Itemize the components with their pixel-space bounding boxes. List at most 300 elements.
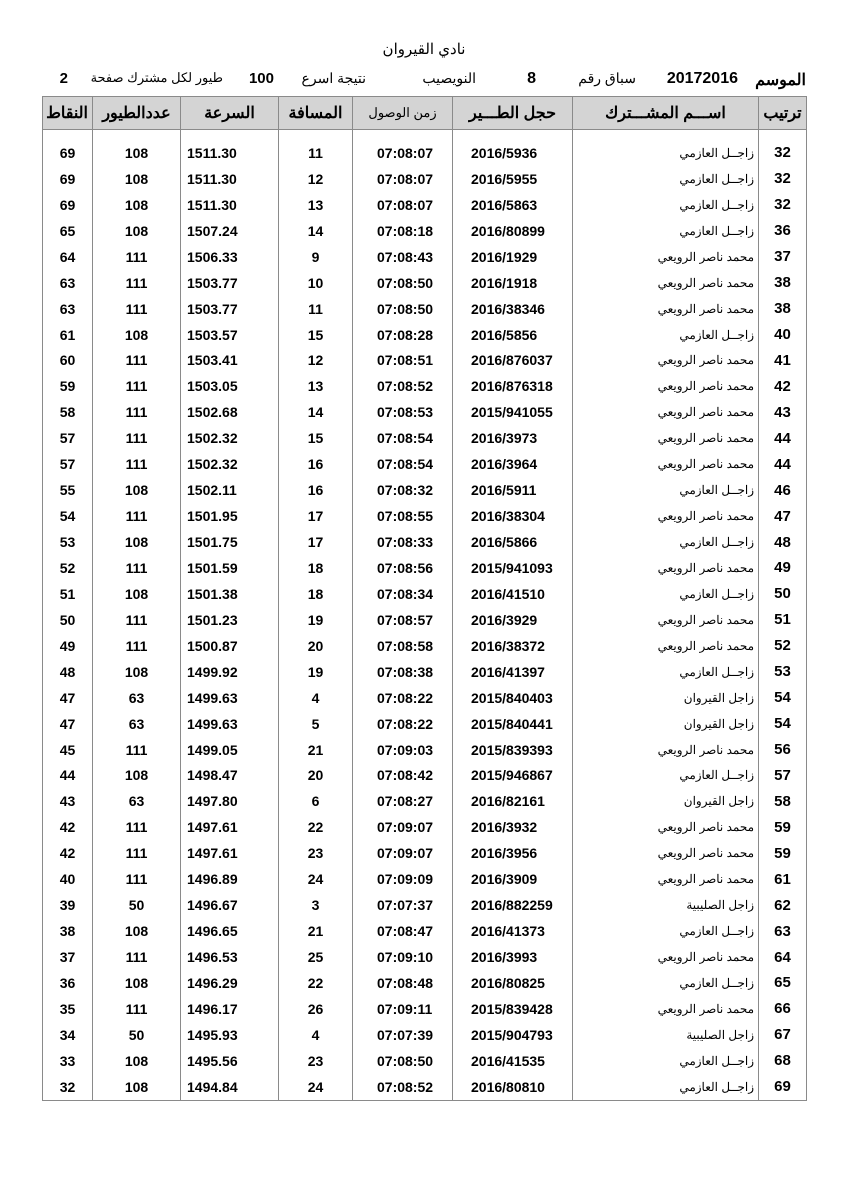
- participant-name-cell: زاجــل العازمي: [573, 918, 759, 944]
- rank-cell: 49: [759, 555, 807, 581]
- points-cell: 37: [43, 944, 93, 970]
- arrival-time-cell: 07:08:07: [353, 140, 453, 166]
- arrival-time-cell: 07:09:11: [353, 996, 453, 1022]
- table-row: [43, 788, 807, 814]
- ring-number-cell: 2015/904793: [453, 1022, 573, 1048]
- table-row: [43, 373, 807, 399]
- page-number: 2: [59, 70, 68, 87]
- speed-cell: 1501.59: [181, 555, 279, 581]
- speed-cell: 1497.61: [181, 814, 279, 840]
- table-row: [43, 581, 807, 607]
- bird-count-cell: 108: [93, 1048, 181, 1074]
- bird-count-cell: 108: [93, 322, 181, 348]
- table-spacer-row: [43, 130, 807, 141]
- table-row: [43, 244, 807, 270]
- participant-name-cell: زاجــل العازمي: [573, 140, 759, 166]
- rank-cell: 69: [759, 1074, 807, 1100]
- distance-cell: 23: [279, 1048, 353, 1074]
- rank-cell: 36: [759, 218, 807, 244]
- ring-number-cell: 2016/41373: [453, 918, 573, 944]
- speed-cell: 1496.89: [181, 866, 279, 892]
- ring-number-cell: 2015/941093: [453, 555, 573, 581]
- points-cell: 53: [43, 529, 93, 555]
- participant-name-cell: زاجــل العازمي: [573, 581, 759, 607]
- points-cell: 40: [43, 866, 93, 892]
- bird-count-cell: 108: [93, 581, 181, 607]
- table-row: [43, 918, 807, 944]
- ring-number-cell: 2016/3929: [453, 607, 573, 633]
- points-cell: 63: [43, 296, 93, 322]
- table-row: [43, 425, 807, 451]
- rank-cell: 44: [759, 425, 807, 451]
- table-row: [43, 737, 807, 763]
- rank-cell: 63: [759, 918, 807, 944]
- distance-cell: 21: [279, 737, 353, 763]
- participant-name-cell: محمد ناصر الرويعي: [573, 296, 759, 322]
- distance-cell: 14: [279, 218, 353, 244]
- points-cell: 57: [43, 451, 93, 477]
- table-row: [43, 555, 807, 581]
- participant-name-cell: زاجــل العازمي: [573, 477, 759, 503]
- speed-cell: 1496.67: [181, 892, 279, 918]
- participant-name-cell: محمد ناصر الرويعي: [573, 633, 759, 659]
- speed-cell: 1503.77: [181, 296, 279, 322]
- points-cell: 35: [43, 996, 93, 1022]
- arrival-time-cell: 07:08:50: [353, 296, 453, 322]
- points-cell: 64: [43, 244, 93, 270]
- rank-cell: 41: [759, 348, 807, 374]
- distance-cell: 16: [279, 451, 353, 477]
- distance-cell: 22: [279, 814, 353, 840]
- distance-cell: 20: [279, 633, 353, 659]
- speed-cell: 1501.95: [181, 503, 279, 529]
- points-cell: 48: [43, 659, 93, 685]
- points-cell: 50: [43, 607, 93, 633]
- bird-count-cell: 108: [93, 970, 181, 996]
- rank-cell: 40: [759, 322, 807, 348]
- table-row: [43, 166, 807, 192]
- participant-name-cell: زاجــل العازمي: [573, 529, 759, 555]
- arrival-time-cell: 07:08:52: [353, 1074, 453, 1100]
- speed-cell: 1501.38: [181, 581, 279, 607]
- table-row: [43, 607, 807, 633]
- distance-cell: 3: [279, 892, 353, 918]
- speed-cell: 1495.93: [181, 1022, 279, 1048]
- points-cell: 49: [43, 633, 93, 659]
- points-cell: 38: [43, 918, 93, 944]
- col-header-arrival-time: زمن الوصول: [353, 97, 453, 130]
- rank-cell: 67: [759, 1022, 807, 1048]
- rank-cell: 54: [759, 711, 807, 737]
- bird-count-cell: 108: [93, 918, 181, 944]
- participant-name-cell: زاجل الصليبية: [573, 1022, 759, 1048]
- distance-cell: 23: [279, 840, 353, 866]
- ring-number-cell: 2015/946867: [453, 763, 573, 789]
- arrival-time-cell: 07:08:58: [353, 633, 453, 659]
- participant-name-cell: محمد ناصر الرويعي: [573, 814, 759, 840]
- ring-number-cell: 2016/3964: [453, 451, 573, 477]
- speed-cell: 1496.53: [181, 944, 279, 970]
- distance-cell: 14: [279, 399, 353, 425]
- speed-cell: 1499.63: [181, 711, 279, 737]
- speed-cell: 1497.61: [181, 840, 279, 866]
- season-label: الموسم: [755, 72, 806, 89]
- rank-cell: 61: [759, 866, 807, 892]
- points-cell: 42: [43, 814, 93, 840]
- bird-count-cell: 108: [93, 477, 181, 503]
- speed-cell: 1503.05: [181, 373, 279, 399]
- speed-cell: 1495.56: [181, 1048, 279, 1074]
- ring-number-cell: 2016/41535: [453, 1048, 573, 1074]
- points-cell: 60: [43, 348, 93, 374]
- speed-cell: 1503.57: [181, 322, 279, 348]
- points-cell: 39: [43, 892, 93, 918]
- arrival-time-cell: 07:09:07: [353, 840, 453, 866]
- participant-name-cell: زاجــل العازمي: [573, 659, 759, 685]
- participant-name-cell: محمد ناصر الرويعي: [573, 503, 759, 529]
- distance-cell: 17: [279, 529, 353, 555]
- rank-cell: 54: [759, 685, 807, 711]
- col-header-points: النقاط: [43, 97, 93, 130]
- arrival-time-cell: 07:08:33: [353, 529, 453, 555]
- points-cell: 51: [43, 581, 93, 607]
- arrival-time-cell: 07:08:42: [353, 763, 453, 789]
- bird-count-cell: 111: [93, 503, 181, 529]
- rank-cell: 32: [759, 192, 807, 218]
- ring-number-cell: 2016/38346: [453, 296, 573, 322]
- speed-cell: 1497.80: [181, 788, 279, 814]
- table-row: [43, 970, 807, 996]
- distance-cell: 11: [279, 296, 353, 322]
- distance-cell: 26: [279, 996, 353, 1022]
- ring-number-cell: 2015/840441: [453, 711, 573, 737]
- arrival-time-cell: 07:09:07: [353, 814, 453, 840]
- participant-name-cell: زاجــل العازمي: [573, 192, 759, 218]
- arrival-time-cell: 07:07:39: [353, 1022, 453, 1048]
- col-header-name: اســـم المشـــترك: [573, 97, 759, 130]
- table-header-row: [43, 97, 807, 130]
- bird-count-cell: 111: [93, 814, 181, 840]
- rank-cell: 64: [759, 944, 807, 970]
- result-label: نتيجة اسرع: [301, 70, 366, 86]
- speed-cell: 1502.32: [181, 425, 279, 451]
- ring-number-cell: 2016/80825: [453, 970, 573, 996]
- distance-cell: 4: [279, 685, 353, 711]
- rank-cell: 59: [759, 840, 807, 866]
- bird-count-cell: 63: [93, 711, 181, 737]
- distance-cell: 15: [279, 322, 353, 348]
- ring-number-cell: 2016/3956: [453, 840, 573, 866]
- season-value: 20172016: [666, 70, 738, 87]
- col-header-speed: السرعة: [181, 97, 279, 130]
- points-cell: 34: [43, 1022, 93, 1048]
- table-row: [43, 1022, 807, 1048]
- participant-name-cell: محمد ناصر الرويعي: [573, 270, 759, 296]
- points-cell: 69: [43, 140, 93, 166]
- participant-name-cell: محمد ناصر الرويعي: [573, 840, 759, 866]
- rank-cell: 62: [759, 892, 807, 918]
- points-cell: 58: [43, 399, 93, 425]
- bird-count-cell: 50: [93, 1022, 181, 1048]
- speed-cell: 1502.32: [181, 451, 279, 477]
- rank-cell: 32: [759, 166, 807, 192]
- table-row: [43, 399, 807, 425]
- distance-cell: 11: [279, 140, 353, 166]
- speed-cell: 1503.77: [181, 270, 279, 296]
- arrival-time-cell: 07:08:51: [353, 348, 453, 374]
- participant-name-cell: زاجــل العازمي: [573, 218, 759, 244]
- bird-count-cell: 111: [93, 607, 181, 633]
- arrival-time-cell: 07:08:07: [353, 166, 453, 192]
- table-row: [43, 996, 807, 1022]
- rank-cell: 50: [759, 581, 807, 607]
- ring-number-cell: 2016/5911: [453, 477, 573, 503]
- arrival-time-cell: 07:08:43: [353, 244, 453, 270]
- distance-cell: 18: [279, 555, 353, 581]
- participant-name-cell: محمد ناصر الرويعي: [573, 399, 759, 425]
- bird-count-cell: 111: [93, 399, 181, 425]
- distance-cell: 25: [279, 944, 353, 970]
- rank-cell: 68: [759, 1048, 807, 1074]
- participant-name-cell: محمد ناصر الرويعي: [573, 244, 759, 270]
- speed-cell: 1498.47: [181, 763, 279, 789]
- speed-cell: 1503.41: [181, 348, 279, 374]
- participant-name-cell: زاجــل العازمي: [573, 166, 759, 192]
- points-cell: 63: [43, 270, 93, 296]
- table-row: [43, 1074, 807, 1100]
- distance-cell: 24: [279, 866, 353, 892]
- distance-cell: 10: [279, 270, 353, 296]
- distance-cell: 16: [279, 477, 353, 503]
- ring-number-cell: 2015/840403: [453, 685, 573, 711]
- distance-cell: 12: [279, 348, 353, 374]
- bird-count-cell: 108: [93, 166, 181, 192]
- bird-count-cell: 111: [93, 270, 181, 296]
- speed-cell: 1499.05: [181, 737, 279, 763]
- ring-number-cell: 2016/876037: [453, 348, 573, 374]
- participant-name-cell: زاجــل العازمي: [573, 322, 759, 348]
- speed-cell: 1496.17: [181, 996, 279, 1022]
- participant-name-cell: محمد ناصر الرويعي: [573, 996, 759, 1022]
- table-row: [43, 944, 807, 970]
- arrival-time-cell: 07:08:56: [353, 555, 453, 581]
- bird-count-cell: 108: [93, 218, 181, 244]
- arrival-time-cell: 07:08:50: [353, 1048, 453, 1074]
- table-row: [43, 840, 807, 866]
- distance-cell: 22: [279, 970, 353, 996]
- birds-per-page-label: طيور لكل مشترك صفحة: [90, 70, 223, 85]
- bird-count-cell: 111: [93, 866, 181, 892]
- points-cell: 61: [43, 322, 93, 348]
- distance-cell: 6: [279, 788, 353, 814]
- ring-number-cell: 2016/3909: [453, 866, 573, 892]
- ring-number-cell: 2016/882259: [453, 892, 573, 918]
- rank-cell: 56: [759, 737, 807, 763]
- distance-cell: 4: [279, 1022, 353, 1048]
- rank-cell: 65: [759, 970, 807, 996]
- race-location: النويصيب: [422, 70, 476, 86]
- table-row: [43, 451, 807, 477]
- distance-cell: 13: [279, 373, 353, 399]
- table-row: [43, 866, 807, 892]
- speed-cell: 1500.87: [181, 633, 279, 659]
- bird-count-cell: 111: [93, 944, 181, 970]
- ring-number-cell: 2016/876318: [453, 373, 573, 399]
- rank-cell: 53: [759, 659, 807, 685]
- distance-cell: 5: [279, 711, 353, 737]
- distance-cell: 13: [279, 192, 353, 218]
- bird-count-cell: 108: [93, 140, 181, 166]
- ring-number-cell: 2016/1929: [453, 244, 573, 270]
- points-cell: 69: [43, 166, 93, 192]
- col-header-ring: حجل الطـــير: [453, 97, 573, 130]
- participant-name-cell: محمد ناصر الرويعي: [573, 607, 759, 633]
- bird-count-cell: 50: [93, 892, 181, 918]
- points-cell: 33: [43, 1048, 93, 1074]
- ring-number-cell: 2016/3932: [453, 814, 573, 840]
- rank-cell: 37: [759, 244, 807, 270]
- speed-cell: 1499.92: [181, 659, 279, 685]
- table-row: [43, 270, 807, 296]
- bird-count-cell: 108: [93, 192, 181, 218]
- arrival-time-cell: 07:08:22: [353, 711, 453, 737]
- speed-cell: 1494.84: [181, 1074, 279, 1100]
- bird-count-cell: 63: [93, 788, 181, 814]
- bird-count-cell: 108: [93, 1074, 181, 1100]
- ring-number-cell: 2016/38372: [453, 633, 573, 659]
- participant-name-cell: محمد ناصر الرويعي: [573, 373, 759, 399]
- bird-count-cell: 111: [93, 244, 181, 270]
- ring-number-cell: 2016/80899: [453, 218, 573, 244]
- rank-cell: 47: [759, 503, 807, 529]
- distance-cell: 19: [279, 607, 353, 633]
- table-row: [43, 685, 807, 711]
- points-cell: 36: [43, 970, 93, 996]
- speed-cell: 1507.24: [181, 218, 279, 244]
- ring-number-cell: 2016/5936: [453, 140, 573, 166]
- arrival-time-cell: 07:08:53: [353, 399, 453, 425]
- ring-number-cell: 2016/5856: [453, 322, 573, 348]
- participant-name-cell: زاجــل العازمي: [573, 1074, 759, 1100]
- arrival-time-cell: 07:08:57: [353, 607, 453, 633]
- arrival-time-cell: 07:08:38: [353, 659, 453, 685]
- arrival-time-cell: 07:09:09: [353, 866, 453, 892]
- ring-number-cell: 2016/41510: [453, 581, 573, 607]
- participant-name-cell: زاجل الصليبية: [573, 892, 759, 918]
- speed-cell: 1511.30: [181, 140, 279, 166]
- speed-cell: 1496.29: [181, 970, 279, 996]
- arrival-time-cell: 07:07:37: [353, 892, 453, 918]
- distance-cell: 12: [279, 166, 353, 192]
- ring-number-cell: 2016/5955: [453, 166, 573, 192]
- participant-name-cell: محمد ناصر الرويعي: [573, 348, 759, 374]
- table-row: [43, 503, 807, 529]
- speed-cell: 1496.65: [181, 918, 279, 944]
- ring-number-cell: 2015/839393: [453, 737, 573, 763]
- ring-number-cell: 2016/41397: [453, 659, 573, 685]
- arrival-time-cell: 07:08:22: [353, 685, 453, 711]
- distance-cell: 21: [279, 918, 353, 944]
- table-row: [43, 477, 807, 503]
- bird-count-cell: 111: [93, 451, 181, 477]
- arrival-time-cell: 07:09:10: [353, 944, 453, 970]
- distance-cell: 19: [279, 659, 353, 685]
- table-row: [43, 140, 807, 166]
- arrival-time-cell: 07:08:07: [353, 192, 453, 218]
- participant-name-cell: محمد ناصر الرويعي: [573, 451, 759, 477]
- rank-cell: 48: [759, 529, 807, 555]
- speed-cell: 1511.30: [181, 192, 279, 218]
- rank-cell: 43: [759, 399, 807, 425]
- arrival-time-cell: 07:08:55: [353, 503, 453, 529]
- arrival-time-cell: 07:08:28: [353, 322, 453, 348]
- bird-count-cell: 108: [93, 763, 181, 789]
- points-cell: 65: [43, 218, 93, 244]
- points-cell: 57: [43, 425, 93, 451]
- arrival-time-cell: 07:08:34: [353, 581, 453, 607]
- distance-cell: 20: [279, 763, 353, 789]
- ring-number-cell: 2015/839428: [453, 996, 573, 1022]
- participant-name-cell: زاجل القيروان: [573, 685, 759, 711]
- participant-name-cell: محمد ناصر الرويعي: [573, 737, 759, 763]
- speed-cell: 1502.11: [181, 477, 279, 503]
- points-cell: 43: [43, 788, 93, 814]
- speed-cell: 1499.63: [181, 685, 279, 711]
- bird-count-cell: 111: [93, 996, 181, 1022]
- arrival-time-cell: 07:08:32: [353, 477, 453, 503]
- ring-number-cell: 2015/941055: [453, 399, 573, 425]
- participant-name-cell: زاجــل العازمي: [573, 763, 759, 789]
- table-row: [43, 322, 807, 348]
- bird-count-cell: 111: [93, 633, 181, 659]
- participant-name-cell: محمد ناصر الرويعي: [573, 555, 759, 581]
- ring-number-cell: 2016/3973: [453, 425, 573, 451]
- arrival-time-cell: 07:08:27: [353, 788, 453, 814]
- participant-name-cell: زاجــل العازمي: [573, 970, 759, 996]
- points-cell: 47: [43, 685, 93, 711]
- bird-count-cell: 108: [93, 659, 181, 685]
- ring-number-cell: 2016/5866: [453, 529, 573, 555]
- points-cell: 55: [43, 477, 93, 503]
- participant-name-cell: محمد ناصر الرويعي: [573, 944, 759, 970]
- arrival-time-cell: 07:08:50: [353, 270, 453, 296]
- points-cell: 54: [43, 503, 93, 529]
- ring-number-cell: 2016/80810: [453, 1074, 573, 1100]
- bird-count-cell: 111: [93, 425, 181, 451]
- rank-cell: 42: [759, 373, 807, 399]
- bird-count-cell: 111: [93, 840, 181, 866]
- bird-count-cell: 108: [93, 529, 181, 555]
- ring-number-cell: 2016/82161: [453, 788, 573, 814]
- table-row: [43, 814, 807, 840]
- table-row: [43, 711, 807, 737]
- bird-count-cell: 111: [93, 737, 181, 763]
- arrival-time-cell: 07:08:54: [353, 451, 453, 477]
- table-row: [43, 218, 807, 244]
- bird-count-cell: 63: [93, 685, 181, 711]
- speed-cell: 1501.23: [181, 607, 279, 633]
- race-number-label: سباق رقم: [578, 70, 636, 86]
- race-info-line: [44, 70, 806, 92]
- col-header-bird-count: عددالطيور: [93, 97, 181, 130]
- bird-count-cell: 111: [93, 555, 181, 581]
- points-cell: 59: [43, 373, 93, 399]
- points-cell: 69: [43, 192, 93, 218]
- points-cell: 47: [43, 711, 93, 737]
- ring-number-cell: 2016/1918: [453, 270, 573, 296]
- table-row: [43, 892, 807, 918]
- club-title: نادي القيروان: [382, 41, 466, 58]
